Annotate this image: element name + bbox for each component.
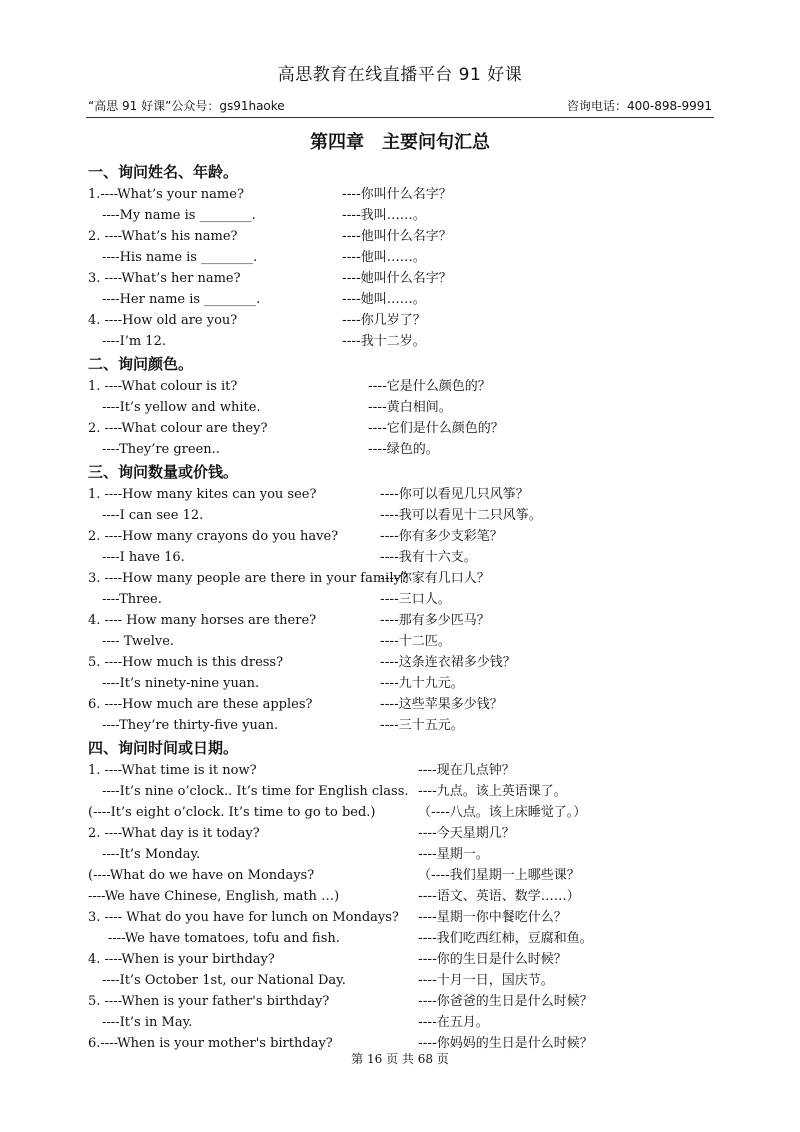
- chinese-translation: ----你妈妈的生日是什么时候？: [418, 1036, 593, 1051]
- chinese-translation: ----现在几点钟？: [418, 763, 515, 778]
- chinese-translation: ----九点。该上英语课了。: [418, 784, 567, 799]
- qa-row: [88, 844, 728, 865]
- english-sentence: 5. ----How much is this dress?: [88, 655, 284, 670]
- chinese-translation: ----黄白相间。: [368, 400, 452, 415]
- qa-row: [88, 268, 728, 289]
- chinese-translation: ----她叫……。: [342, 292, 426, 307]
- header-account: “高思 91 好课”公众号：gs91haoke: [88, 99, 285, 113]
- qa-row: [88, 652, 728, 673]
- english-sentence: 1. ----How many kites can you see?: [88, 487, 317, 502]
- qa-row: [88, 484, 728, 505]
- qa-row: [88, 589, 728, 610]
- english-sentence: ----It’s nine o’clock.. It’s time for English class.: [102, 784, 409, 799]
- chinese-translation: ----你家有几口人？: [380, 571, 490, 586]
- english-sentence: 3. ---- What do you have for lunch on Mondays?: [88, 910, 399, 925]
- qa-row: [88, 568, 728, 589]
- qa-row: [88, 673, 728, 694]
- chinese-translation: ----那有多少匹马？: [380, 613, 490, 628]
- english-sentence: 6. ----How much are these apples?: [88, 697, 313, 712]
- page-number: 第 16 页 共 68 页: [351, 1052, 449, 1066]
- english-sentence: ----Her name is ________.: [102, 292, 261, 307]
- section-heading: 四、询问时间或日期。: [88, 739, 239, 757]
- chinese-translation: ----三口人。: [380, 592, 451, 607]
- english-sentence: ----It’s yellow and white.: [102, 400, 261, 415]
- qa-row: [88, 631, 728, 652]
- english-sentence: ----Three.: [102, 592, 162, 607]
- chinese-translation: ----星期一你中餐吃什么？: [418, 910, 567, 925]
- chapter-title: 第四章 主要问句汇总: [310, 132, 490, 153]
- chinese-translation: ----绿色的。: [368, 442, 439, 457]
- qa-row: [88, 715, 728, 736]
- qa-row: [88, 205, 728, 226]
- qa-row: [88, 397, 728, 418]
- chinese-translation: ----你几岁了？: [342, 313, 426, 328]
- chinese-translation: ----你叫什么名字？: [342, 187, 452, 202]
- section-heading: 二、询问颜色。: [88, 355, 194, 373]
- english-sentence: ----It’s ninety-nine yuan.: [102, 676, 260, 691]
- chinese-translation: ----我十二岁。: [342, 334, 426, 349]
- qa-row: [88, 1012, 728, 1033]
- chinese-translation: ----她叫什么名字？: [342, 271, 452, 286]
- section-heading: 一、询问姓名、年龄。: [88, 163, 239, 181]
- chinese-translation: ----它是什么颜色的？: [368, 379, 491, 394]
- section-heading: 三、询问数量或价钱。: [88, 463, 239, 481]
- chinese-translation: ----你爸爸的生日是什么时候？: [418, 994, 593, 1009]
- chinese-translation: ----十二匹。: [380, 634, 451, 649]
- chinese-translation: ----我有十六支。: [380, 550, 477, 565]
- english-sentence: 2. ----What colour are they?: [88, 421, 268, 436]
- chinese-translation: ----它们是什么颜色的？: [368, 421, 504, 436]
- chinese-translation: ----九十九元。: [380, 676, 464, 691]
- header-title: 高思教育在线直播平台 91 好课: [277, 65, 523, 85]
- english-sentence: ----I can see 12.: [102, 508, 204, 523]
- chinese-translation: ----他叫什么名字？: [342, 229, 452, 244]
- chinese-translation: （----我们星期一上哪些课？: [418, 868, 580, 883]
- qa-row: [88, 331, 728, 352]
- english-sentence: ----My name is ________.: [102, 208, 256, 223]
- chinese-translation: ----你有多少支彩笔？: [380, 529, 503, 544]
- qa-row: [88, 226, 728, 247]
- english-sentence: 3. ----How many people are there in your family?: [88, 571, 408, 586]
- english-sentence: (----It’s eight o’clock. It’s time to go to bed.): [88, 805, 376, 820]
- qa-row: [88, 865, 728, 886]
- english-sentence: (----What do we have on Mondays?: [88, 868, 315, 883]
- english-sentence: ----His name is ________.: [102, 250, 258, 265]
- qa-row: [88, 991, 728, 1012]
- chinese-translation: ----我们吃西红柿，豆腐和鱼。: [418, 931, 593, 946]
- qa-row: [88, 505, 728, 526]
- chinese-translation: ----这些苹果多少钱？: [380, 697, 503, 712]
- english-sentence: 2. ----What’s his name?: [88, 229, 238, 244]
- qa-row: [88, 289, 728, 310]
- qa-row: [88, 310, 728, 331]
- chinese-translation: ----星期一。: [418, 847, 489, 862]
- english-sentence: ----We have Chinese, English, math …): [88, 889, 340, 904]
- qa-row: [88, 526, 728, 547]
- qa-row: [88, 418, 728, 439]
- chinese-translation: ----这条连衣裙多少钱？: [380, 655, 516, 670]
- english-sentence: 1. ----What time is it now?: [88, 763, 257, 778]
- english-sentence: ----They’re green..: [102, 442, 220, 457]
- qa-row: [88, 886, 728, 907]
- header-divider: [86, 117, 714, 118]
- chinese-translation: ----在五月。: [418, 1015, 489, 1030]
- english-sentence: ----It’s in May.: [102, 1015, 193, 1030]
- english-sentence: ----It’s October 1st, our National Day.: [102, 973, 346, 988]
- english-sentence: 1.----What’s your name?: [88, 187, 244, 202]
- qa-row: [88, 949, 728, 970]
- english-sentence: 1. ----What colour is it?: [88, 379, 238, 394]
- qa-row: [88, 439, 728, 460]
- english-sentence: ----I have 16.: [102, 550, 185, 565]
- chinese-translation: （----八点。该上床睡觉了。）: [418, 805, 587, 820]
- question-list: [88, 160, 728, 1054]
- english-sentence: 2. ----What day is it today?: [88, 826, 260, 841]
- header-phone: 咨询电话：400-898-9991: [566, 99, 712, 113]
- qa-row: [88, 184, 728, 205]
- english-sentence: 2. ----How many crayons do you have?: [88, 529, 339, 544]
- qa-row: [88, 970, 728, 991]
- english-sentence: ----They’re thirty-five yuan.: [102, 718, 279, 733]
- qa-row: [88, 802, 728, 823]
- chinese-translation: ----三十五元。: [380, 718, 464, 733]
- english-sentence: ---- Twelve.: [102, 634, 175, 649]
- qa-row: [88, 247, 728, 268]
- qa-row: [88, 694, 728, 715]
- qa-row: [88, 907, 728, 928]
- chinese-translation: ----你的生日是什么时候？: [418, 952, 567, 967]
- qa-row: [88, 547, 728, 568]
- english-sentence: 4. ----How old are you?: [88, 313, 238, 328]
- english-sentence: 4. ---- How many horses are there?: [88, 613, 317, 628]
- english-sentence: 3. ----What’s her name?: [88, 271, 241, 286]
- english-sentence: ----I’m 12.: [102, 334, 166, 349]
- chinese-translation: ----我叫……。: [342, 208, 426, 223]
- qa-row: [88, 823, 728, 844]
- english-sentence: 5. ----When is your father's birthday?: [88, 994, 330, 1009]
- chinese-translation: ----我可以看见十二只风筝。: [380, 508, 542, 523]
- chinese-translation: ----今天星期几？: [418, 826, 515, 841]
- chinese-translation: ----十月一日，国庆节。: [418, 973, 554, 988]
- qa-row: [88, 610, 728, 631]
- chinese-translation: ----你可以看见几只风筝？: [380, 487, 529, 502]
- qa-row: [88, 781, 728, 802]
- english-sentence: ----We have tomatoes, tofu and fish.: [108, 931, 340, 946]
- english-sentence: 4. ----When is your birthday?: [88, 952, 275, 967]
- qa-row: [88, 376, 728, 397]
- chinese-translation: ----他叫……。: [342, 250, 426, 265]
- english-sentence: 6.----When is your mother's birthday?: [88, 1036, 333, 1051]
- qa-row: [88, 760, 728, 781]
- qa-row: [88, 928, 728, 949]
- chinese-translation: ----语文、英语、数学……）: [418, 889, 580, 904]
- english-sentence: ----It’s Monday.: [102, 847, 201, 862]
